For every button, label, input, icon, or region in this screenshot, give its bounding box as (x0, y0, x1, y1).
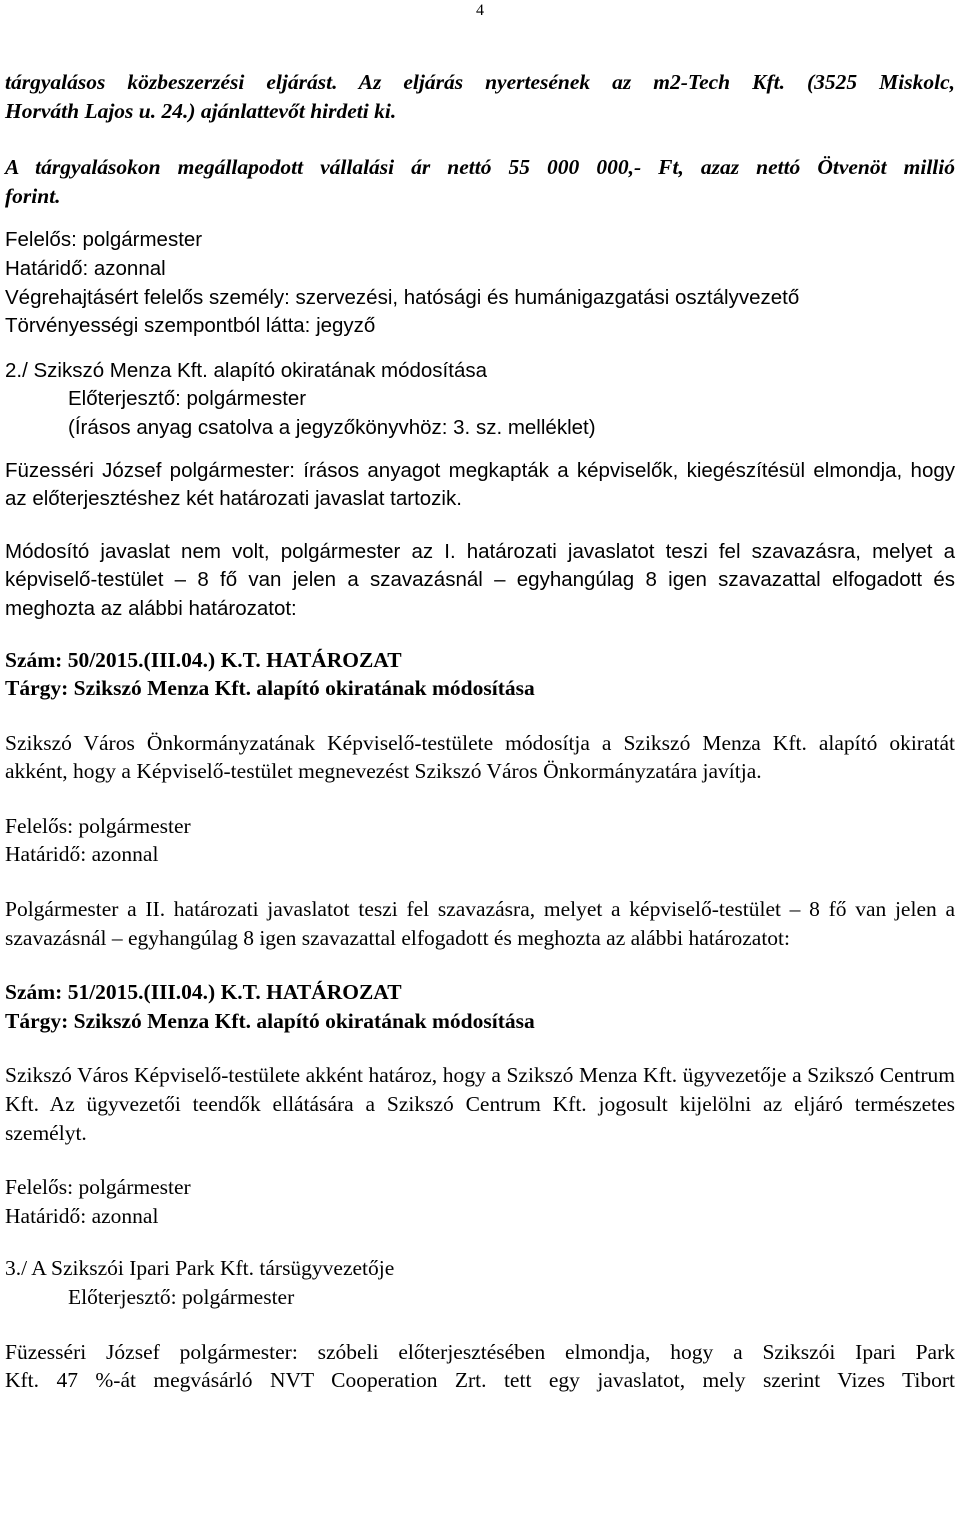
agenda-item-3-presenter: Előterjesztő: polgármester (68, 1285, 295, 1309)
deadline: Határidő: azonnal (5, 256, 166, 280)
agenda-item-2-paragraph-2: Módosító javaslat nem volt, polgármester az I. határozati javaslatot teszi fel szavazásra, melyet a képviselő-testület – 8 fő van jelen a szavazásnál – egyhangúlag 8 igen szavazattal elfogadott és meghozta az alábbi határozatot: (5, 539, 955, 620)
agenda-item-3-paragraph-line-1: Füzesséri József polgármester: szóbeli előterjesztésében elmondja, hogy a Szikszói Ipari Park (5, 1339, 955, 1364)
agenda-item-2-attachment: (Írásos anyag csatolva a jegyzőkönyvhöz: 3. sz. melléklet) (68, 415, 596, 439)
resolution-50-responsible: Felelős: polgármester (5, 813, 191, 838)
intro-line-1: tárgyalásos közbeszerzési eljárást. Az eljárás nyertesének az m2-Tech Kft. (3525 Miskolc, (5, 70, 955, 94)
agenda-item-3 (5, 1254, 955, 1394)
agenda-item-3-title: 3./ A Szikszói Ipari Park Kft. társügyvezetője (5, 1256, 395, 1281)
agenda-item-3-paragraph-line-2: Kft. 47 %-át megvásárló NVT Cooperation Zrt. tett egy javaslatot, mely szerint Vizes Tibort (5, 1368, 955, 1393)
resolution-51-number: Szám: 51/2015.(III.04.) K.T. HATÁROZAT (5, 980, 402, 1005)
responsible-person: Felelős: polgármester (5, 228, 203, 252)
resolution-51-deadline: Határidő: azonnal (5, 1203, 159, 1228)
intro-line-3: A tárgyalásokon megállapodott vállalási ár nettó 55 000 000,- Ft, azaz nettó Ötvenöt millió (5, 155, 955, 180)
resolution-50-subject: Tárgy: Szikszó Menza Kft. alapító okiratának módosítása (5, 676, 535, 701)
resolution-51-responsible: Felelős: polgármester (5, 1175, 191, 1200)
resolution-50-body: Szikszó Város Önkormányzatának Képviselő-testülete módosítja a Szikszó Menza Kft. alapító okiratát akként, hogy a Képviselő-testület megnevezést Szikszó Város Önkormányzatára javítja. (5, 730, 955, 784)
vote-paragraph-2: Polgármester a II. határozati javaslatot teszi fel szavazásra, melyet a képviselő-testület – 8 fő van jelen a szavazásnál – egyhangúlag 8 igen szavazattal elfogadott és meghozta az alábbi határozatot: (5, 897, 955, 950)
agenda-item-2-title: 2./ Szikszó Menza Kft. alapító okiratának módosítása (5, 358, 487, 382)
legality-check: Törvényességi szempontból látta: jegyző (5, 314, 376, 338)
agenda-item-2 (5, 357, 955, 624)
resolution-50-number: Szám: 50/2015.(III.04.) K.T. HATÁROZAT (5, 647, 402, 672)
resolution-51 (5, 978, 955, 1230)
intro-line-2: Horváth Lajos u. 24.) ajánlattevőt hirdeti ki. (5, 98, 397, 123)
resolution-50 (5, 646, 955, 870)
intro-line-4: forint. (5, 183, 61, 208)
resolution-51-subject: Tárgy: Szikszó Menza Kft. alapító okiratának módosítása (5, 1008, 535, 1033)
resolution-50-deadline: Határidő: azonnal (5, 842, 159, 867)
page-number: 4 (476, 2, 484, 19)
executor: Végrehajtásért felelős személy: szervezési, hatósági és humánigazgatási osztályvezető (5, 285, 800, 309)
document-body (5, 68, 955, 1395)
responsibility-block-1 (5, 226, 955, 340)
agenda-item-2-paragraph-1: Füzesséri József polgármester: írásos anyagot megkapták a képviselők, kiegészítésül elmondja, hogy az előterjesztéshez két határozati javaslat tartozik. (5, 458, 955, 511)
agenda-item-2-presenter: Előterjesztő: polgármester (68, 387, 307, 411)
resolution-51-body: Szikszó Város Képviselő-testülete akként határoz, hogy a Szikszó Menza Kft. ügyvezetője a Szikszó Centrum Kft. Az ügyvezetői teendők ellátására a Szikszó Centrum Kft. jogosult kijelölni az eljáró természetes személyt. (5, 1063, 955, 1145)
